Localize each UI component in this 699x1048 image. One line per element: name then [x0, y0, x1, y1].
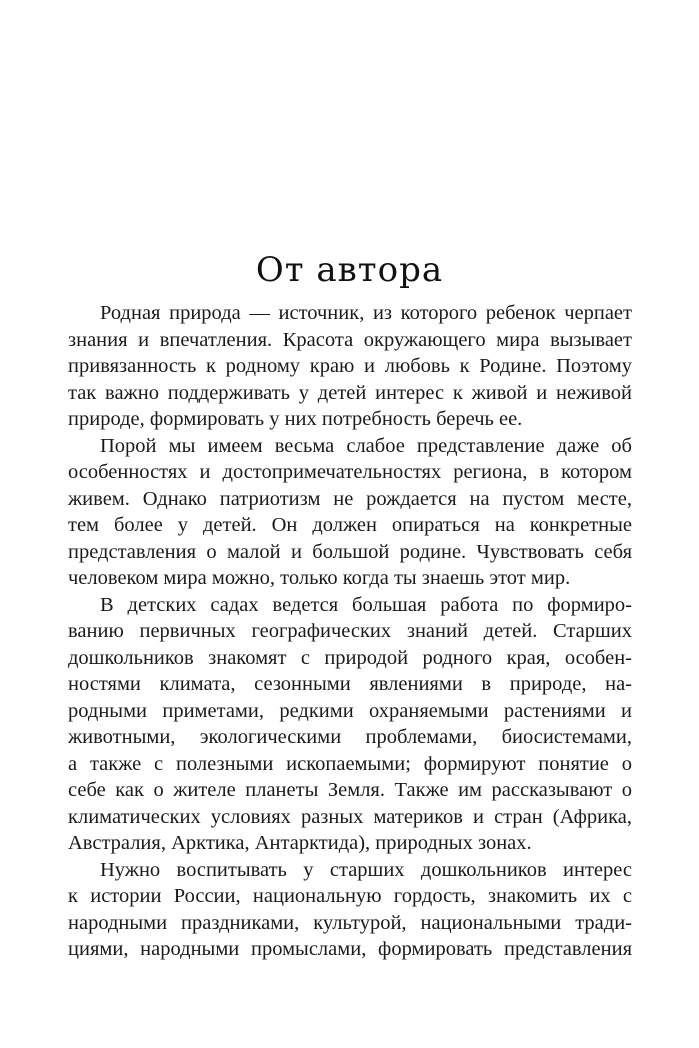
text-line: себе как о жителе планеты Земля. Также им рассказывают о — [68, 779, 632, 801]
text-line: знания и впечатления. Красота окружающего мира вызывает — [68, 328, 632, 351]
text-line: родными приметами, редкими охраняемыми растениями и — [68, 699, 632, 722]
text-line: В детских садах ведется большая работа по формиро- — [100, 593, 632, 616]
text-line: представления о малой и большой родине. Чувствовать себя — [68, 540, 632, 563]
text-line: ванию первичных географических знаний детей. Старших — [68, 620, 632, 642]
text-line: климатических условиях разных материков и стран (Африка, — [68, 805, 632, 828]
text-line: народными праздниками, культурой, национальными тради- — [68, 911, 632, 934]
text-line: дошкольников знакомят с природой родного края, особен- — [68, 646, 632, 669]
text-line: природе, формировать у них потребность беречь ее. — [68, 408, 523, 430]
text-line: ностями климата, сезонными явлениями в природе, на- — [68, 673, 632, 695]
text-line: привязанность к родному краю и любовь к Родине. Поэтому — [68, 355, 632, 377]
text-line: Австралия, Арктика, Антарктида), природных зонах. — [68, 832, 532, 854]
text-line: человеком мира можно, только когда ты знаешь этот мир. — [68, 567, 571, 589]
text-line: животными, экологическими проблемами, биосистемами, — [68, 726, 632, 748]
text-line: Порой мы имеем весьма слабое представление даже об — [100, 434, 632, 457]
text-line: особенностях и достопримечательностях региона, в котором — [68, 461, 632, 483]
text-line: к истории России, национальную гордость, знакомить их с — [68, 885, 632, 907]
text-line: циями, народными промыслами, формировать представления — [68, 938, 632, 960]
body-text — [68, 300, 632, 963]
paragraph — [68, 592, 632, 857]
text-line: Нужно воспитывать у старших дошкольников интерес — [100, 858, 632, 881]
text-line: так важно поддерживать у детей интерес к живой и неживой — [68, 381, 632, 404]
text-line: а также с полезными ископаемыми; формируют понятие о — [68, 752, 632, 775]
text-line: живем. Однако патриотизм не рождается на пустом месте, — [68, 487, 632, 510]
paragraph — [68, 857, 632, 963]
paragraph — [68, 300, 632, 433]
page-title: От автора — [255, 250, 444, 290]
text-line: тем более у детей. Он должен опираться на конкретные — [68, 514, 632, 536]
text-line: Родная природа — источник, из которого ребенок черпает — [100, 302, 632, 324]
paragraph — [68, 433, 632, 592]
